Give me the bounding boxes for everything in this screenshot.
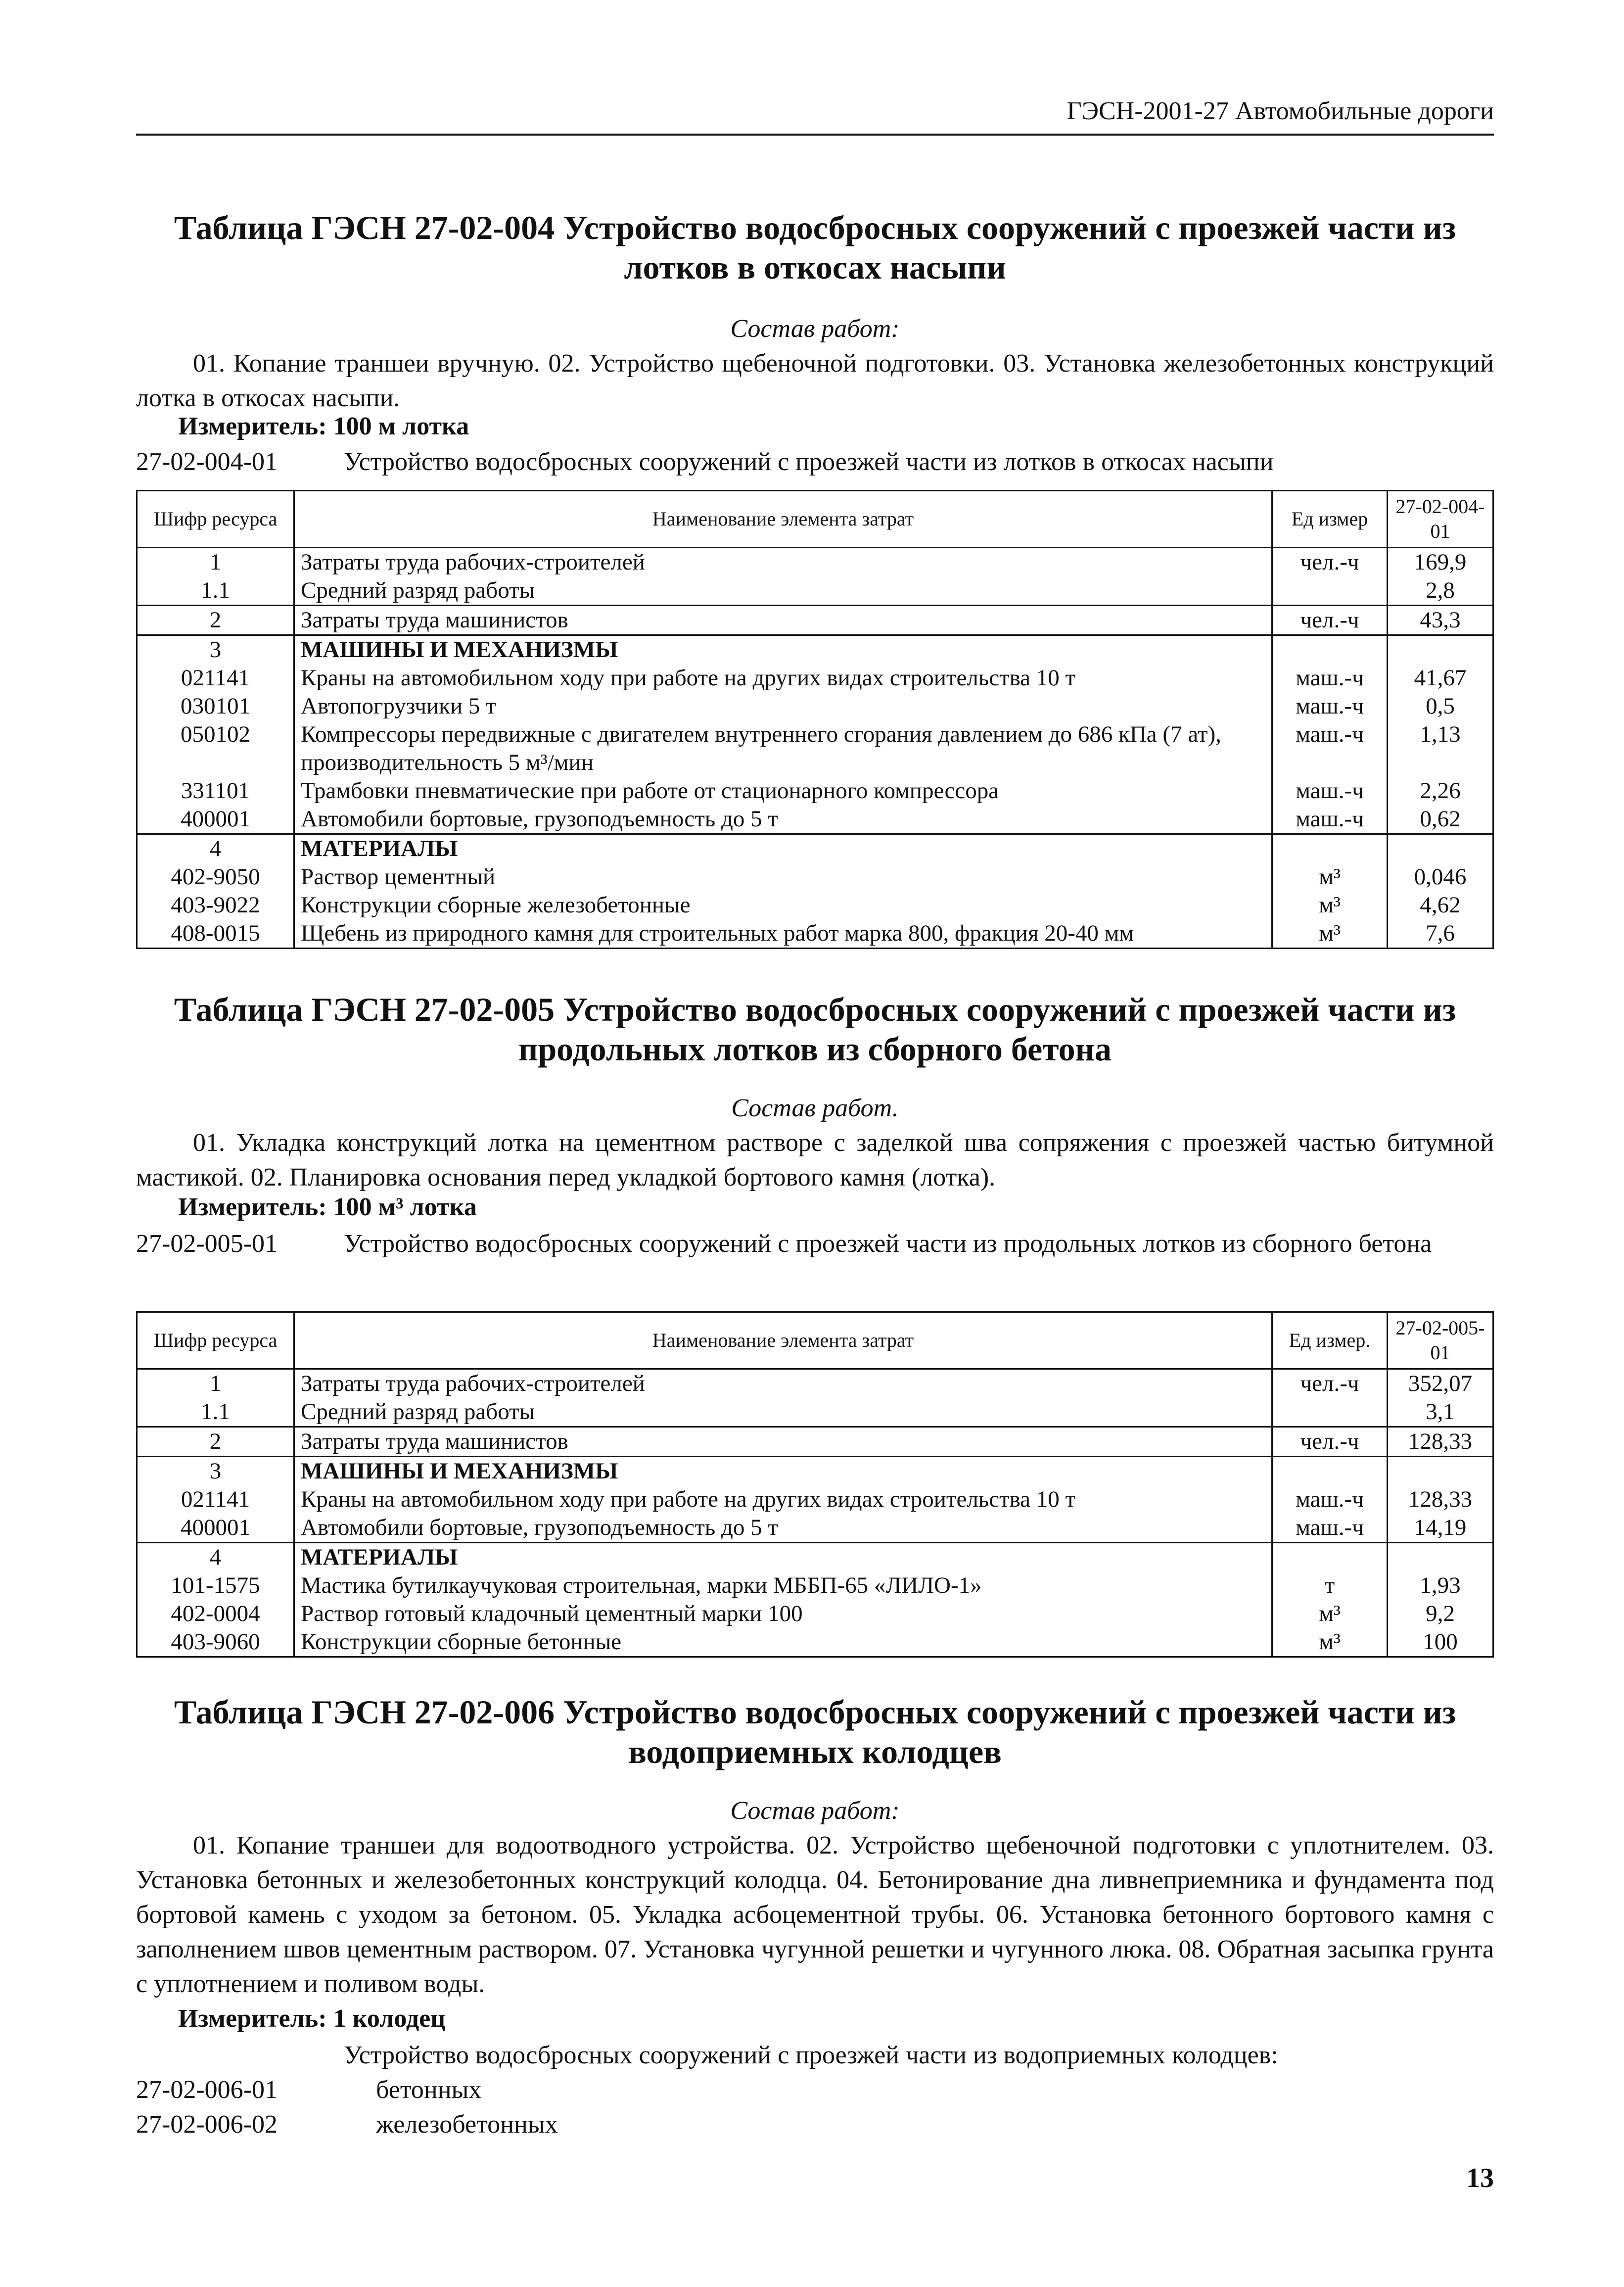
table3-item-text: железобетонных (376, 2110, 558, 2139)
cell-unit (1272, 1457, 1388, 1486)
table-row (137, 919, 1493, 949)
table-row (137, 1628, 1493, 1657)
cell-unit: чел.-ч (1272, 548, 1388, 577)
cell-code: 030101 (137, 692, 294, 720)
table1-resources (136, 490, 1494, 949)
table-row (137, 777, 1493, 805)
cell-unit (1272, 834, 1388, 863)
table-row (137, 635, 1493, 665)
running-header (136, 96, 1494, 136)
cell-name: МАТЕРИАЛЫ (294, 834, 1272, 863)
cell-val: 352,07 (1388, 1369, 1493, 1398)
table1-sostav-paragraph: 01. Копание траншеи вручную. 02. Устройство щебеночной подготовки. 03. Установка железобетонных конструкций лотка в откосах насыпи. (136, 349, 1494, 412)
cell-name: Затраты труда рабочих-строителей (294, 548, 1272, 577)
table-row (137, 664, 1493, 692)
cell-val: 41,67 (1388, 664, 1493, 692)
cell-val: 14,19 (1388, 1514, 1493, 1543)
cell-code: 402-0004 (137, 1600, 294, 1628)
cell-code: 403-9022 (137, 891, 294, 919)
cell-val (1388, 834, 1493, 863)
cell-code: 403-9060 (137, 1628, 294, 1657)
cell-name: Краны на автомобильном ходу при работе на других видах строительства 10 т (294, 1485, 1272, 1514)
cell-val: 100 (1388, 1628, 1493, 1657)
table-row (137, 1369, 1493, 1398)
cell-code: 1 (137, 548, 294, 577)
cell-name: МАШИНЫ И МЕХАНИЗМЫ (294, 635, 1272, 665)
table1-head-name: Наименование элемента затрат (294, 491, 1272, 548)
cell-val: 128,33 (1388, 1427, 1493, 1457)
cell-code: 400001 (137, 1514, 294, 1543)
cell-unit: м³ (1272, 891, 1388, 919)
table1-code: 27-02-004-01 (136, 448, 278, 476)
table2-head-unit: Ед измер. (1272, 1312, 1388, 1369)
cell-unit: чел.-ч (1272, 1369, 1388, 1398)
cell-name: МАТЕРИАЛЫ (294, 1543, 1272, 1572)
cell-unit: маш.-ч (1272, 692, 1388, 720)
table3-item-text: бетонных (376, 2076, 482, 2104)
table-row (137, 1485, 1493, 1514)
cell-name: Затраты труда рабочих-строителей (294, 1369, 1272, 1398)
table-row (137, 548, 1493, 577)
table-row (137, 1427, 1493, 1457)
cell-name: Автомобили бортовые, грузоподъемность до 5 т (294, 805, 1272, 834)
cell-val: 0,5 (1388, 692, 1493, 720)
cell-unit: маш.-ч (1272, 1514, 1388, 1543)
cell-name: Мастика бутилкаучуковая строительная, марки МББП-65 «ЛИЛО-1» (294, 1572, 1272, 1600)
table1-sostav-label: Состав работ: (730, 315, 900, 343)
table3-title: Таблица ГЭСН 27-02-006 Устройство водосбросных сооружений с проезжей части из водоприемных колодцев (174, 1693, 1456, 1770)
table2-head-code: Шифр ресурса (137, 1312, 294, 1369)
cell-unit: чел.-ч (1272, 1427, 1388, 1457)
cell-name: Автопогрузчики 5 т (294, 692, 1272, 720)
cell-code: 021141 (137, 664, 294, 692)
cell-unit: маш.-ч (1272, 805, 1388, 834)
table2-resources (136, 1311, 1494, 1658)
cell-code: 408-0015 (137, 919, 294, 949)
cell-code: 3 (137, 635, 294, 665)
cell-code: 400001 (137, 805, 294, 834)
cell-val: 169,9 (1388, 548, 1493, 577)
table1-head-code: Шифр ресурса (137, 491, 294, 548)
table-row (137, 834, 1493, 863)
cell-unit: маш.-ч (1272, 1485, 1388, 1514)
table2-head-name: Наименование элемента затрат (294, 1312, 1272, 1369)
cell-val (1388, 1543, 1493, 1572)
cell-val (1388, 1457, 1493, 1486)
cell-unit (1272, 576, 1388, 606)
table3-sostav-text (136, 1828, 1494, 2001)
table1-code-line (136, 445, 1494, 480)
table2-sostav-label: Состав работ. (731, 1094, 899, 1122)
running-title: ГЭСН-2001-27 Автомобильные дороги (1067, 97, 1494, 125)
table1-head-value: 27-02-004-01 (1388, 491, 1493, 548)
cell-name: Конструкции сборные бетонные (294, 1628, 1272, 1657)
table2-code: 27-02-005-01 (136, 1230, 278, 1258)
cell-unit (1272, 1543, 1388, 1572)
table2-head-value: 27-02-005-01 (1388, 1312, 1493, 1369)
cell-unit: маш.-ч (1272, 777, 1388, 805)
table3-intro: Устройство водосбросных сооружений с проезжей части из водоприемных колодцев: (344, 2041, 1278, 2069)
cell-unit (1272, 1398, 1388, 1427)
cell-name: МАШИНЫ И МЕХАНИЗМЫ (294, 1457, 1272, 1486)
table-row (137, 1398, 1493, 1427)
cell-val (1388, 635, 1493, 665)
table3-intro-line (136, 2039, 1494, 2073)
cell-val: 0,046 (1388, 863, 1493, 891)
table1-measure: Измеритель: 100 м лотка (178, 412, 469, 440)
table3-item-row (136, 2108, 1494, 2143)
cell-unit (1272, 635, 1388, 665)
table-row (137, 1514, 1493, 1543)
cell-name: Трамбовки пневматические при работе от стационарного компрессора (294, 777, 1272, 805)
cell-name: Средний разряд работы (294, 576, 1272, 606)
cell-code: 402-9050 (137, 863, 294, 891)
cell-unit: маш.-ч (1272, 664, 1388, 692)
cell-name: Краны на автомобильном ходу при работе на других видах строительства 10 т (294, 664, 1272, 692)
cell-unit: м³ (1272, 1628, 1388, 1657)
table1-head-unit: Ед измер (1272, 491, 1388, 548)
table2-code-text: Устройство водосбросных сооружений с проезжей части из продольных лотков из сборного бетона (344, 1230, 1432, 1258)
table3-item-code: 27-02-006-01 (136, 2076, 278, 2104)
table-row (137, 576, 1493, 606)
cell-val: 1,93 (1388, 1572, 1493, 1600)
cell-code: 4 (137, 1543, 294, 1572)
cell-val: 3,1 (1388, 1398, 1493, 1427)
cell-val: 4,62 (1388, 891, 1493, 919)
cell-code: 4 (137, 834, 294, 863)
table-row (137, 891, 1493, 919)
cell-name: Щебень из природного камня для строительных работ марка 800, фракция 20-40 мм (294, 919, 1272, 949)
table2-header-row (137, 1312, 1493, 1369)
table2-title: Таблица ГЭСН 27-02-005 Устройство водосбросных сооружений с проезжей части из продольных лотков из сборного бетона (174, 991, 1456, 1068)
cell-val: 7,6 (1388, 919, 1493, 949)
cell-code: 1.1 (137, 1398, 294, 1427)
table-row (137, 720, 1493, 777)
cell-name: Средний разряд работы (294, 1398, 1272, 1427)
cell-code: 331101 (137, 777, 294, 805)
cell-val: 2,8 (1388, 576, 1493, 606)
cell-code: 050102 (137, 720, 294, 777)
cell-name: Компрессоры передвижные с двигателем внутреннего сгорания давлением до 686 кПа (7 ат), производительность 5 м³/мин (294, 720, 1272, 777)
cell-name: Конструкции сборные железобетонные (294, 891, 1272, 919)
cell-code: 2 (137, 606, 294, 635)
table-row (137, 606, 1493, 635)
table3-sostav-label: Состав работ: (730, 1797, 900, 1825)
table1-header-row (137, 491, 1493, 548)
cell-code: 2 (137, 1427, 294, 1457)
cell-code: 1.1 (137, 576, 294, 606)
cell-val: 9,2 (1388, 1600, 1493, 1628)
table-row (137, 1600, 1493, 1628)
cell-name: Затраты труда машинистов (294, 1427, 1272, 1457)
cell-unit: чел.-ч (1272, 606, 1388, 635)
page-number: 13 (1466, 2163, 1494, 2193)
table2-sostav-paragraph: 01. Укладка конструкций лотка на цементном растворе с заделкой шва сопряжения с проезжей частью битумной мастикой. 02. Планировка основания перед укладкой бортового камня (лотка). (136, 1129, 1494, 1191)
cell-code: 021141 (137, 1485, 294, 1514)
cell-unit: м³ (1272, 863, 1388, 891)
table-row (137, 1543, 1493, 1572)
table-row (137, 805, 1493, 834)
table1-sostav-text (136, 346, 1494, 416)
cell-val: 1,13 (1388, 720, 1493, 777)
table-row (137, 692, 1493, 720)
cell-code: 101-1575 (137, 1572, 294, 1600)
table3-measure: Измеритель: 1 колодец (178, 2004, 446, 2033)
table2-sostav-text (136, 1126, 1494, 1195)
cell-name: Автомобили бортовые, грузоподъемность до 5 т (294, 1514, 1272, 1543)
cell-unit: м³ (1272, 919, 1388, 949)
cell-val: 0,62 (1388, 805, 1493, 834)
table1-code-text: Устройство водосбросных сооружений с проезжей части из лотков в откосах насыпи (344, 448, 1274, 476)
cell-code: 1 (137, 1369, 294, 1398)
table3-sostav-paragraph: 01. Копание траншеи для водоотводного устройства. 02. Устройство щебеночной подготовки с уплотнителем. 03. Установка бетонных и железобетонных конструкций колодца. 04. Бетонирование дна ливнеприемника и фундамента под бортовой камень с уходом за бетоном. 05. Укладка асбоцементной трубы. 06. Установка бетонного бортового камня с заполнением швов цементным раствором. 07. Установка чугунной решетки и чугунного люка. 08. Обратная засыпка грунта с уплотнением и поливом воды. (136, 1831, 1494, 1998)
table3-item-code: 27-02-006-02 (136, 2110, 278, 2139)
table-row (137, 1457, 1493, 1486)
cell-code: 3 (137, 1457, 294, 1486)
cell-name: Раствор цементный (294, 863, 1272, 891)
table-row (137, 1572, 1493, 1600)
cell-val: 2,26 (1388, 777, 1493, 805)
table-row (137, 863, 1493, 891)
cell-name: Затраты труда машинистов (294, 606, 1272, 635)
cell-name: Раствор готовый кладочный цементный марки 100 (294, 1600, 1272, 1628)
table3-item-row (136, 2073, 1494, 2108)
table1-title: Таблица ГЭСН 27-02-004 Устройство водосбросных сооружений с проезжей части из лотков в откосах насыпи (174, 209, 1456, 286)
cell-unit: маш.-ч (1272, 720, 1388, 777)
cell-unit: м³ (1272, 1600, 1388, 1628)
cell-unit: т (1272, 1572, 1388, 1600)
cell-val: 128,33 (1388, 1485, 1493, 1514)
table2-measure: Измеритель: 100 м³ лотка (178, 1193, 477, 1221)
cell-val: 43,3 (1388, 606, 1493, 635)
table2-code-line (136, 1227, 1494, 1296)
